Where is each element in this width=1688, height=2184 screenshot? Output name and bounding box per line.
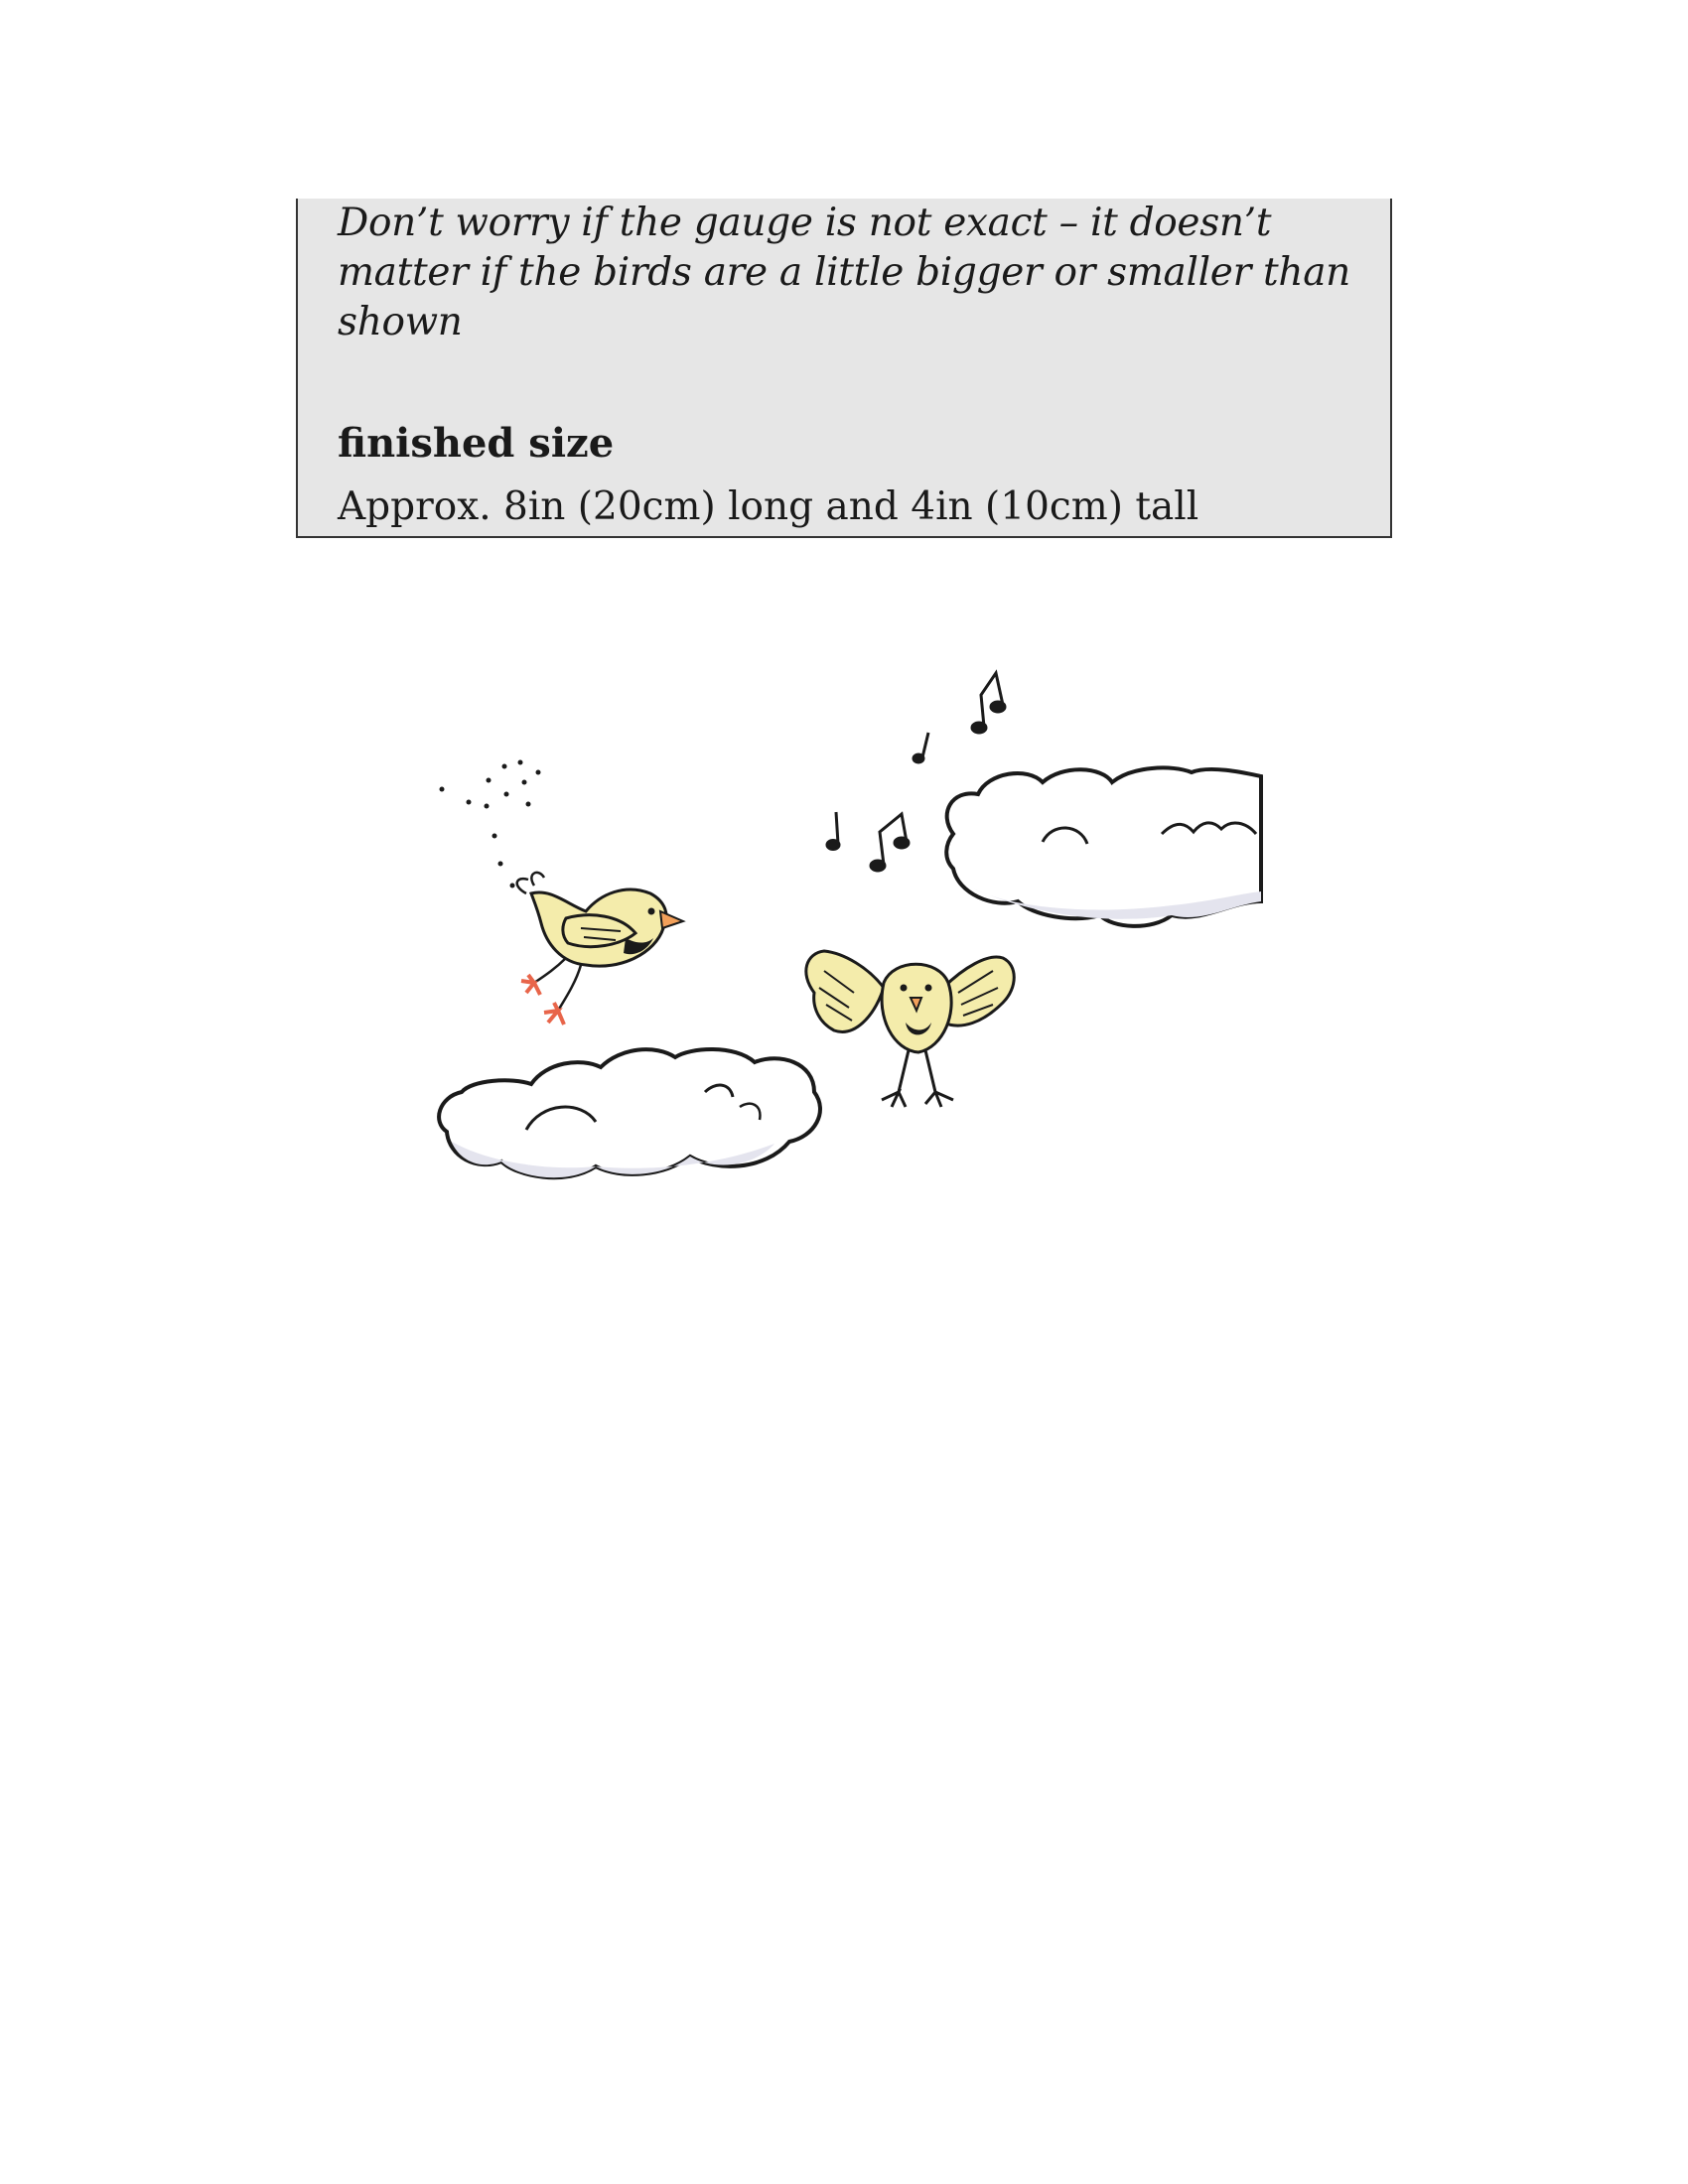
info-box [296,199,1392,538]
bird-flying-icon [517,873,683,1024]
cloud-icon [946,767,1261,925]
gauge-note: Don’t worry if the gauge is not exact – it doesn’t matter if the birds are a little bigger or smaller than shown [338,201,1350,344]
bird-wings-up-icon [806,951,1014,1107]
finished-size-heading: finished size [338,420,615,467]
birds-and-clouds-illustration [417,655,1271,1251]
cloud-icon [439,1049,820,1177]
seed-dots-icon [440,760,541,888]
finished-size-value: Approx. 8in (20cm) long and 4in (10cm) tall [338,484,1199,529]
